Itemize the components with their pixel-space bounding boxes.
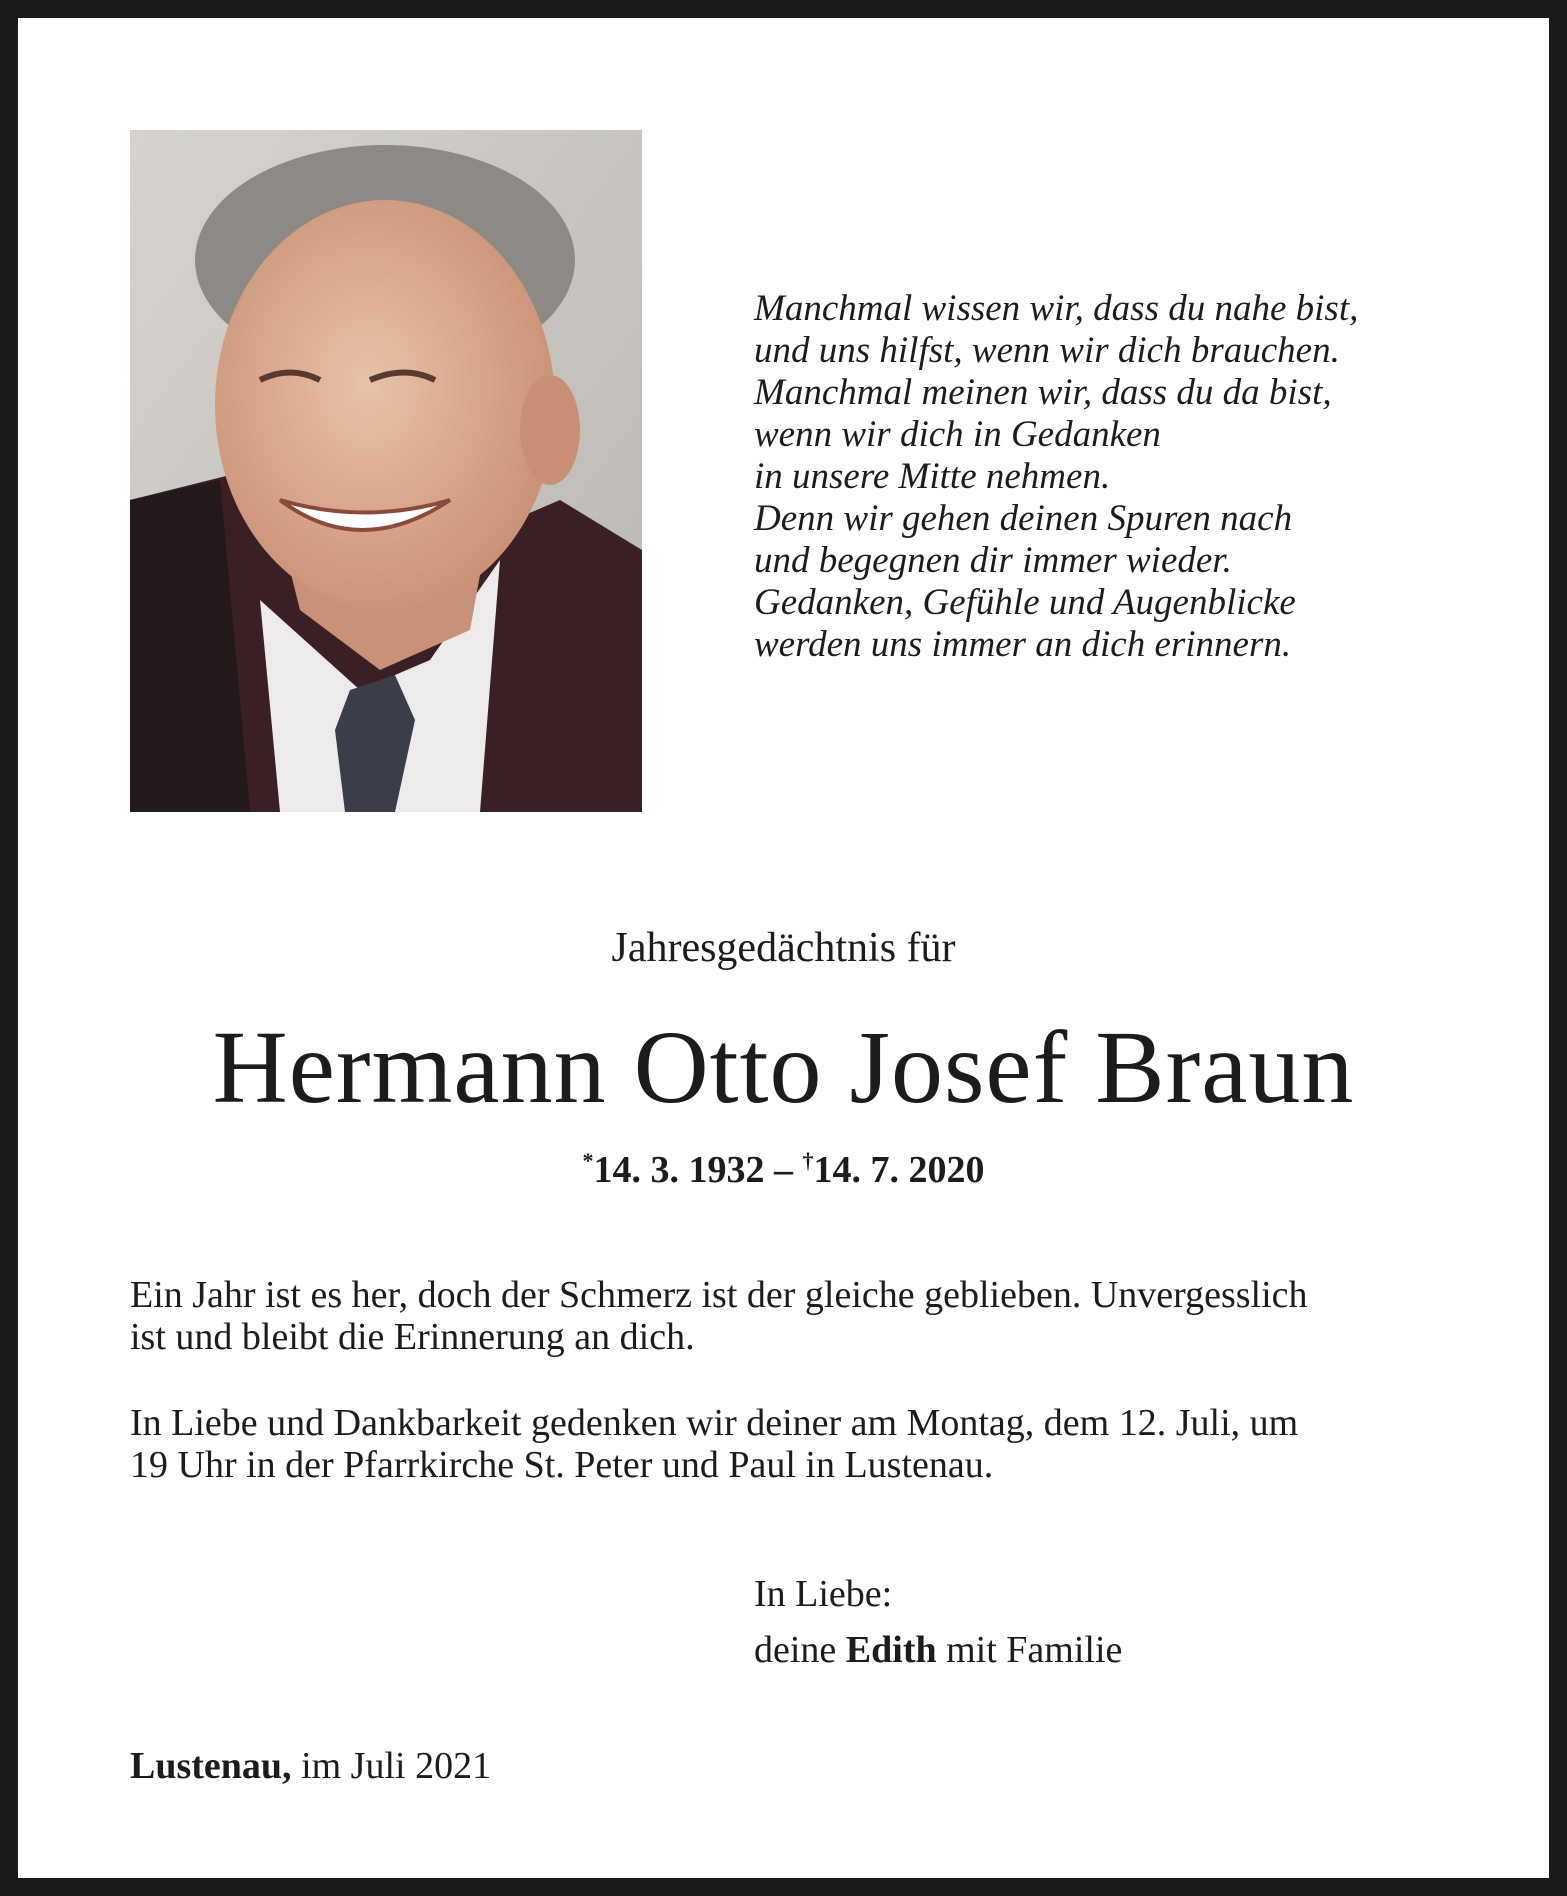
poem-line: wenn wir dich in Gedanken xyxy=(754,414,1161,455)
signature-name: Edith xyxy=(845,1629,937,1671)
paragraph-line: ist und bleibt die Erinnerung an dich. xyxy=(130,1316,695,1358)
publication-date: im Juli 2021 xyxy=(291,1745,492,1787)
portrait-photo xyxy=(130,130,642,812)
poem-line: und begegnen dir immer wieder. xyxy=(754,540,1232,581)
death-date: 14. 7. 2020 xyxy=(813,1149,985,1191)
paragraph-line: 19 Uhr in der Pfarrkirche St. Peter und Paul in Lustenau. xyxy=(130,1444,994,1486)
signature-suffix: mit Familie xyxy=(936,1629,1123,1671)
life-dates xyxy=(18,1148,1549,1192)
paragraph-remembrance xyxy=(130,1274,1470,1358)
poem-line: in unsere Mitte nehmen. xyxy=(754,456,1111,497)
poem-line: Gedanken, Gefühle und Augenblicke xyxy=(754,582,1296,623)
place-date xyxy=(130,1744,491,1788)
paragraph-service xyxy=(130,1402,1470,1486)
signature-prefix: deine xyxy=(754,1629,846,1671)
date-separator: – xyxy=(764,1149,803,1191)
poem-line: werden uns immer an dich erinnern. xyxy=(754,624,1292,665)
poem-line: Manchmal meinen wir, dass du da bist, xyxy=(754,372,1332,413)
birth-date: 14. 3. 1932 xyxy=(593,1149,765,1191)
deceased-name: Hermann Otto Josef Braun xyxy=(212,1010,1355,1125)
paragraph-line: Ein Jahr ist es her, doch der Schmerz ist der gleiche geblieben. Unvergesslich xyxy=(130,1274,1308,1316)
death-symbol: † xyxy=(802,1148,814,1173)
signature-greeting: In Liebe: xyxy=(754,1573,893,1615)
memorial-poem xyxy=(754,288,1514,666)
obituary-page xyxy=(18,18,1549,1878)
place-name: Lustenau, xyxy=(130,1745,292,1787)
poem-line: Manchmal wissen wir, dass du nahe bist, xyxy=(754,288,1359,329)
signature-block xyxy=(754,1566,1122,1678)
poem-line: Denn wir gehen deinen Spuren nach xyxy=(754,498,1293,539)
signature-names xyxy=(754,1622,1122,1678)
portrait-image xyxy=(130,130,642,812)
birth-symbol: * xyxy=(582,1148,594,1173)
paragraph-line: In Liebe und Dankbarkeit gedenken wir deiner am Montag, dem 12. Juli, um xyxy=(130,1402,1299,1444)
poem-line: und uns hilfst, wenn wir dich brauchen. xyxy=(754,330,1340,371)
memorial-intro: Jahresgedächtnis für xyxy=(611,925,956,971)
